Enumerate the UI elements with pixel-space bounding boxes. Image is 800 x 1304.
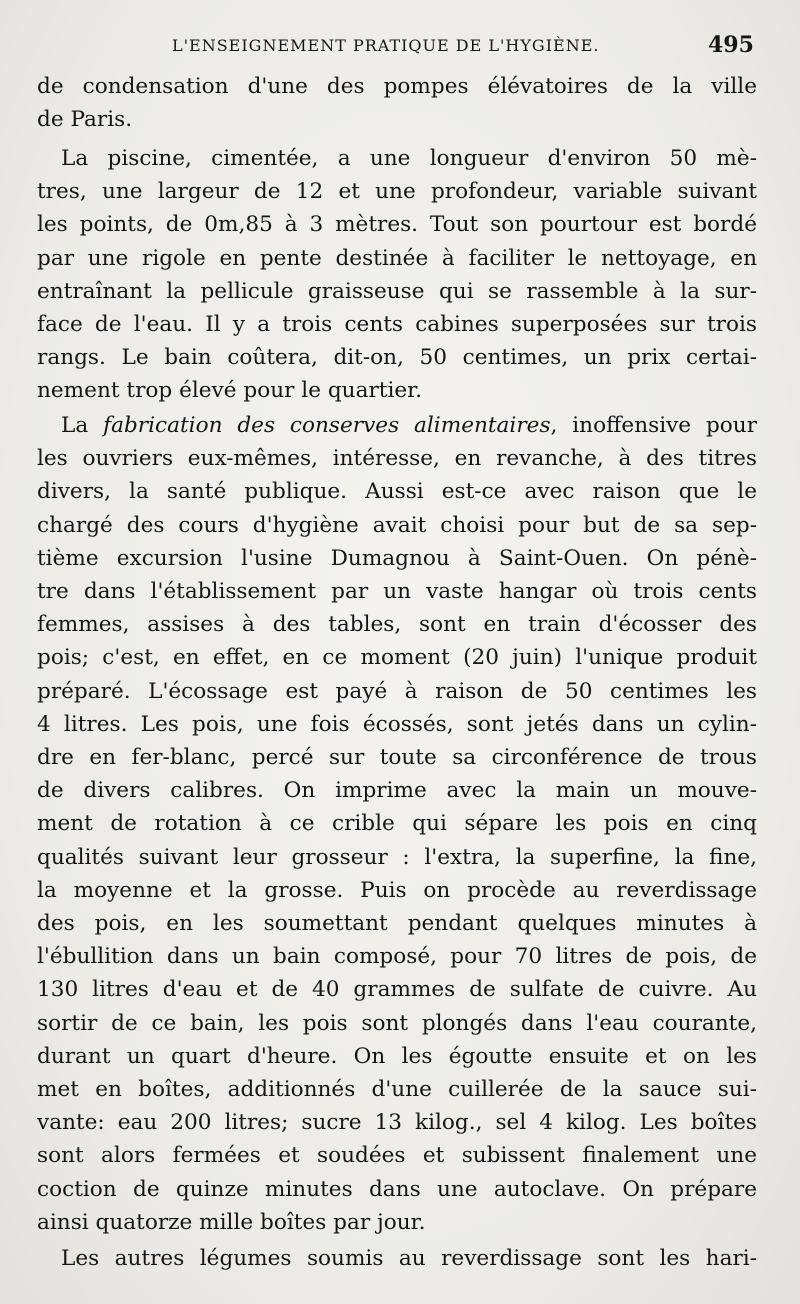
text-line: les points, de 0m,85 à 3 mètres. Tout son pourtour est bordé [37, 212, 757, 238]
text-line: 4 litres. Les pois, une fois écossés, sont jetés dans un cylin- [37, 711, 757, 737]
text-fragment: La [61, 413, 104, 438]
text-line: les ouvriers eux-mêmes, intéresse, en revanche, à des titres [37, 446, 757, 472]
running-title: L'ENSEIGNEMENT PRATIQUE DE L'HYGIÈNE. [172, 36, 600, 55]
text-line-italic [61, 409, 757, 442]
page-number: 495 [708, 32, 754, 58]
text-line: sortir de ce bain, les pois sont plongés dans l'eau courante, [37, 1010, 757, 1036]
text-line: divers, la santé publique. Aussi est-ce avec raison que le [37, 479, 757, 505]
text-line: Les autres légumes soumis au reverdissage sont les hari- [61, 1246, 757, 1271]
text-line: La piscine, cimentée, a une longueur d'environ 50 mè- [61, 146, 757, 171]
text-line: entraînant la pellicule graisseuse qui se rassemble à la sur- [37, 278, 757, 304]
text-line: de Paris. [37, 107, 133, 133]
text-fragment: , inoffensive pour [550, 413, 757, 438]
text-line: dre en fer-blanc, percé sur toute sa circonférence de trous [37, 745, 757, 770]
text-line: de divers calibres. On imprime avec la main un mouve- [37, 778, 757, 804]
text-line: la moyenne et la grosse. Puis on procède au reverdissage [37, 877, 757, 903]
text-line: par une rigole en pente destinée à faciliter le nettoyage, en [37, 245, 757, 271]
text-line: tième excursion l'usine Dumagnou à Saint-Ouen. On pénè- [37, 545, 757, 571]
text-line: tres, une largeur de 12 et une profondeur, variable suivant [37, 179, 757, 205]
text-line: ment de rotation à ce crible qui sépare les pois en cinq [37, 811, 757, 837]
text-line: nement trop élevé pour le quartier. [37, 378, 422, 404]
text-line: de condensation d'une des pompes élévatoires de la ville [37, 74, 757, 99]
text-line: coction de quinze minutes dans une autoclave. On prépare [37, 1176, 757, 1202]
text-line: met en boîtes, additionnés d'une cuillerée de la sauce sui- [37, 1077, 757, 1102]
text-line: ainsi quatorze mille boîtes par jour. [37, 1209, 426, 1235]
text-line: femmes, assises à des tables, sont en train d'écosser des [37, 612, 757, 638]
text-line: vante: eau 200 litres; sucre 13 kilog., sel 4 kilog. Les boîtes [37, 1110, 757, 1136]
text-line: durant un quart d'heure. On les égoutte ensuite et on les [37, 1043, 757, 1069]
text-line: pois; c'est, en effet, en ce moment (20 juin) l'unique produit [37, 645, 757, 671]
text-line: qualités suivant leur grosseur : l'extra, la superfine, la fine, [37, 844, 757, 870]
text-line: l'ébullition dans un bain composé, pour 70 litres de pois, de [37, 944, 757, 970]
text-line: face de l'eau. Il y a trois cents cabines superposées sur trois [37, 312, 757, 337]
text-line: rangs. Le bain coûtera, dit-on, 50 centimes, un prix certai- [37, 345, 757, 371]
text-line: sont alors fermées et soudées et subissent finalement une [37, 1143, 757, 1169]
text-line: des pois, en les soumettant pendant quelques minutes à [37, 911, 757, 936]
text-line: chargé des cours d'hygiène avait choisi pour but de sa sep- [37, 512, 757, 538]
page-header [0, 30, 800, 66]
text-line: 130 litres d'eau et de 40 grammes de sulfate de cuivre. Au [37, 977, 757, 1003]
italic-phrase: fabrication des conserves alimentaires [103, 413, 551, 438]
text-line: tre dans l'établissement par un vaste hangar où trois cents [37, 579, 757, 604]
text-line: préparé. L'écossage est payé à raison de 50 centimes les [37, 678, 757, 704]
